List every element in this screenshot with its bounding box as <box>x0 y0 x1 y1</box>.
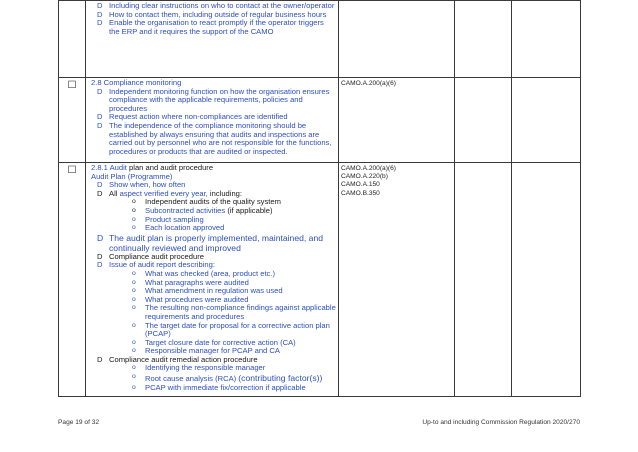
regulation-ref: CAMO.A.220(b) <box>341 173 388 181</box>
checklist-table <box>58 0 581 397</box>
table-row <box>59 1 581 78</box>
checkbox-icon[interactable]: ☐ <box>59 78 86 163</box>
subheading: Audit Plan (Programme) <box>91 171 173 181</box>
blank-cell <box>455 1 512 78</box>
sub-item: o The target date for proposal for a corrective action plan (PCAP) <box>132 320 330 339</box>
sub-item: o Identifying the responsible manager <box>132 363 266 373</box>
list-item: D The independence of the compliance monitoring should be established by always ensuring that audits and inspections are carried out by personnel who are not responsible for the functions, procedures or products that are audited or inspected. <box>97 120 332 156</box>
blank-cell <box>512 163 581 397</box>
sub-item: o Each location approved <box>132 223 225 233</box>
requirement-cell <box>86 1 339 78</box>
list-item: D Request action where non-compliances are identified <box>97 112 288 122</box>
list-item: D Compliance audit procedure <box>97 251 204 261</box>
regulation-ref: CAMO.A.150 <box>341 181 380 189</box>
sub-item: o What amendment in regulation was used <box>132 286 283 296</box>
sub-item: o Independent audits of the quality system <box>132 197 281 207</box>
list-item: D The audit plan is properly implemented, maintained, and continually reviewed and improved <box>97 232 324 253</box>
page-number: Page 19 of 32 <box>58 419 100 426</box>
footer-regulation-note: Up-to and including Commission Regulation 2020/270 <box>422 419 580 426</box>
blank-cell <box>455 78 512 163</box>
sub-item: o The resulting non-compliance findings against applicable requirements and procedures <box>132 303 336 321</box>
list-item: D All aspect verified every year, including: <box>97 188 243 198</box>
list-item: D How to contact them, including outside of regular business hours <box>97 9 327 19</box>
reference-cell <box>339 78 455 163</box>
section-heading: 2.8 Compliance monitoring <box>91 78 182 87</box>
checkbox-icon[interactable]: ☐ <box>59 163 86 397</box>
sub-item: o What was checked (area, product etc.) <box>132 268 275 278</box>
sub-item: o Responsible manager for PCAP and CA <box>132 346 280 356</box>
table-row <box>59 163 581 397</box>
list-item: D Compliance audit remedial action procedure <box>97 354 258 364</box>
list-item: D Independent monitoring function on how the organisation ensures compliance with the applicable requirements, policies and procedures <box>97 86 330 113</box>
section-heading: 2.8.1 Audit plan and audit procedure <box>91 163 214 172</box>
list-item: D Enable the organisation to react promptly if the operator triggers the ERP and it requires the support of the CAMO <box>97 18 324 36</box>
sub-item: o PCAP with immediate fix/correction if applicable <box>132 382 306 392</box>
list-item: D Show when, how often <box>97 180 186 190</box>
blank-cell <box>512 78 581 163</box>
reference-cell <box>339 163 455 397</box>
regulation-ref: CAMO.A.200(a)(6) <box>341 165 396 172</box>
sub-item: o Root cause analysis (RCA) (contributing factor(s)) <box>132 373 323 384</box>
sub-item: o Target closure date for corrective action (CA) <box>132 337 296 347</box>
list-item: D Including clear instructions on who to contact at the owner/operator <box>97 1 335 10</box>
requirement-cell <box>86 78 339 163</box>
reference-cell <box>339 1 455 78</box>
regulation-ref: CAMO.A.200(a)(6) <box>341 80 396 87</box>
requirement-cell <box>86 163 339 397</box>
blank-cell <box>455 163 512 397</box>
checkbox-cell <box>59 1 86 78</box>
blank-cell <box>512 1 581 78</box>
list-item: D Issue of audit report describing: <box>97 260 215 270</box>
table-row <box>59 78 581 163</box>
regulation-ref: CAMO.B.350 <box>341 189 380 197</box>
sub-item: o Subcontracted activities (if applicable) <box>132 205 273 215</box>
sub-item: o Product sampling <box>132 214 204 224</box>
sub-item: o What procedures were audited <box>132 294 249 304</box>
sub-item: o What paragraphs were audited <box>132 277 249 287</box>
